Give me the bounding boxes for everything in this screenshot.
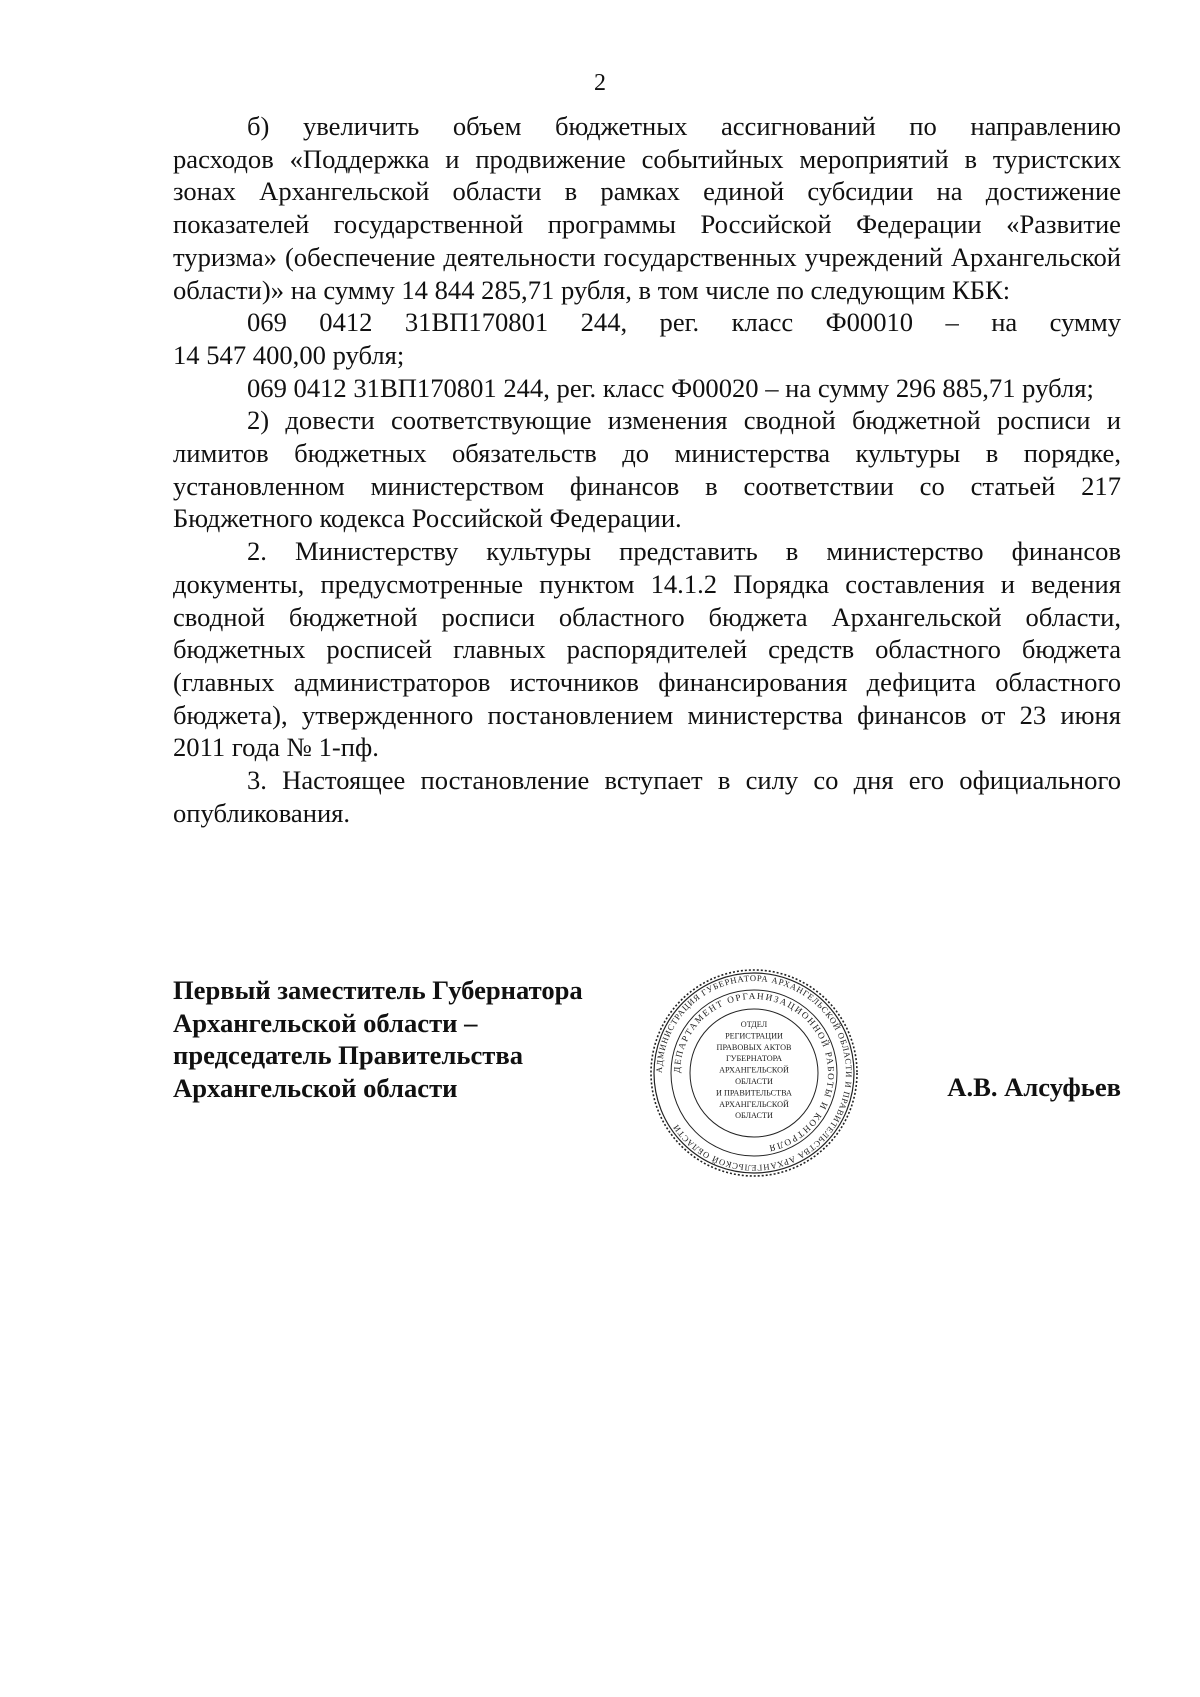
page-number: 2 — [594, 70, 606, 96]
kbk-line-1: 069 0412 31ВП170801 244, рег. класс Ф00010 – на сумму — [247, 307, 1121, 338]
seal-center-line: ОТДЕЛ — [740, 1020, 768, 1029]
seal-outer-text: АДМИНИСТРАЦИЯ ГУБЕРНАТОРА АРХАНГЕЛЬСКОЙ ОБЛАСТИ И ПРАВИТЕЛЬСТВА АРХАНГЕЛЬСКОЙ ОБЛАСТИ — [653, 972, 855, 1174]
seal-center-line: АРХАНГЕЛЬСКОЙ — [719, 1065, 789, 1075]
kbk-line-1-amount: 14 547 400,00 рубля; — [173, 339, 405, 370]
document-body — [173, 110, 1121, 829]
seal-center-line: ПРАВОВЫХ АКТОВ — [716, 1042, 792, 1052]
seal-center-line: РЕГИСТРАЦИИ — [725, 1031, 783, 1041]
signatory-title-line: председатель Правительства — [173, 1040, 523, 1070]
paragraph-item-3: 3. Настоящее постановление вступает в силу со дня его официального опубликования. — [173, 765, 1121, 828]
signer-name: А.В. Алсуфьев — [947, 1072, 1121, 1102]
seal-center-line: И ПРАВИТЕЛЬСТВА — [716, 1088, 792, 1098]
signatory-title — [173, 974, 583, 1104]
signatory-title-line: Первый заместитель Губернатора — [173, 975, 583, 1005]
seal-center-line: АРХАНГЕЛЬСКОЙ — [719, 1099, 789, 1109]
paragraph-item-2: 2. Министерству культуры представить в министерство финансов документы, предусмотренные пунктом 14.1.2 Порядка составления и ведения сводной бюджетной росписи областного бюджета Архангельской области, бюджетных росписей главных распорядителей средств областного бюджета (главных администраторов источников финансирования дефицита областного бюджета), утвержденного постановлением министерства финансов от 23 июня 2011 года № 1-пф. — [173, 536, 1121, 763]
signatory-title-line: Архангельской области — [173, 1072, 458, 1103]
paragraph-b-first-line: б) увеличить объем бюджетных ассигнований по направлению — [247, 111, 1121, 141]
seal-center-line: ОБЛАСТИ — [735, 1111, 773, 1121]
seal-center-line: ГУБЕРНАТОРА — [725, 1054, 783, 1064]
signatory-title-line: Архангельской области – — [173, 1007, 478, 1038]
kbk-line-2: 069 0412 31ВП170801 244, рег. класс Ф00020 – на сумму 296 885,71 рубля; — [247, 372, 1094, 403]
seal-inner-text: ДЕПАРТАМЕНТ ОРГАНИЗАЦИОННОЙ РАБОТЫ И КОНТРОЛЯ — [671, 990, 837, 1154]
paragraph-b-continuation: расходов «Поддержка и продвижение событийных мероприятий в туристских зонах Архангельской области в рамках единой субсидии на достижение показателей государственной программы Российской Федерации «Развитие туризма» (обеспечение деятельности государственных учреждений Архангельской области)» на сумму 14 844 285,71 рубля, в том числе по следующим КБК: — [173, 143, 1121, 305]
seal-center-line: ОБЛАСТИ — [735, 1077, 773, 1086]
paragraph-2-budget-changes: 2) довести соответствующие изменения сводной бюджетной росписи и лимитов бюджетных обязательств до министерства культуры в порядке, установленном министерством финансов в соответствии со статьей 217 Бюджетного кодекса Российской Федерации. — [173, 405, 1121, 534]
official-seal-stamp — [649, 968, 859, 1178]
